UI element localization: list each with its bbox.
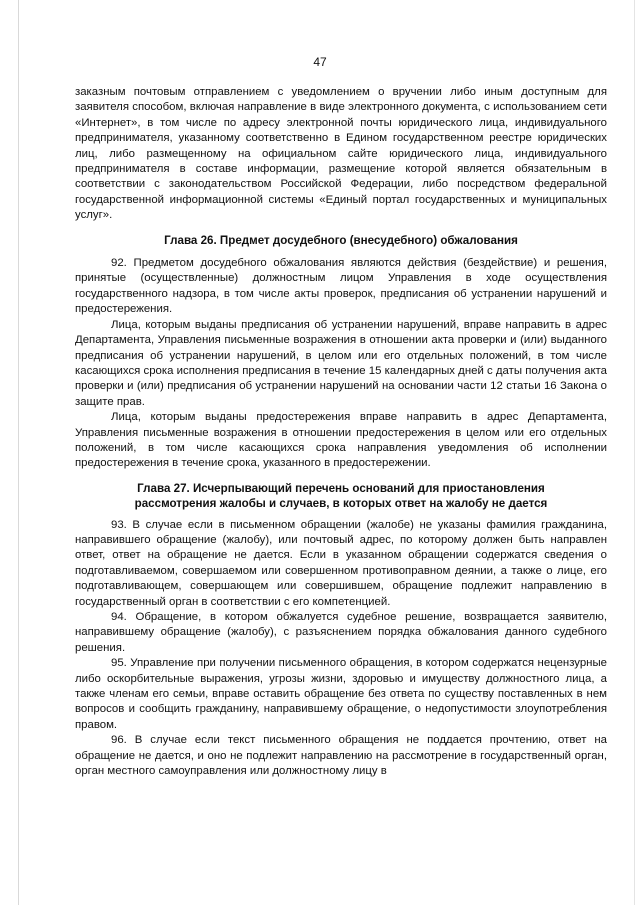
page-number: 47	[313, 55, 327, 69]
paragraph-objections-inspection: Лица, которым выданы предписания об устранении нарушений, вправе направить в адрес Департамента, Управления письменные возражения в отношении акта проверки и (или) выданного предписания об устранении нарушений, в целом или его отдельных положений, в том числе касающихся срока исполнения предписания в течение 15 календарных дней с даты получения акта проверки и (или) предписания об устранении нарушений на основании части 12 статьи 16 Закона о защите прав.	[75, 318, 607, 408]
paragraph-objections-warning: Лица, которым выданы предостережения вправе направить в адрес Департамента, Управления письменные возражения в отношении предостережения в целом или его отдельных положений, в том числе касающихся срока направления уведомления об исполнении предостережения в течение срока, указанного в предостережении.	[75, 411, 607, 470]
paragraph-94: 94. Обращение, в котором обжалуется судебное решение, возвращается заявителю, направившему обращение (жалобу), с разъяснением порядка обжалования данного судебного решения.	[75, 611, 607, 654]
paragraph-92: 92. Предметом досудебного обжалования являются действия (бездействие) и решения, принятые (осуществленные) должностным лицом Управления в ходе осуществления государственного надзора, в том числе акты проверок, предписания об устранении нарушений и предостережения.	[75, 257, 607, 316]
chapter-26-heading: Глава 26. Предмет досудебного (внесудебного) обжалования	[164, 233, 518, 247]
chapter-27-heading-line-2: рассмотрения жалобы и случаев, в которых ответ на жалобу не дается	[134, 497, 548, 511]
chapter-27-heading	[75, 481, 607, 512]
document-body	[75, 85, 607, 779]
paragraph-96: 96. В случае если текст письменного обращения не поддается прочтению, ответ на обращение не дается, и оно не подлежит направлению на рассмотрение в государственный орган, орган местного самоуправления или должностному лицу в	[75, 734, 607, 778]
scan-edge-left	[18, 0, 19, 905]
paragraph-93: 93. В случае если в письменном обращении (жалобе) не указаны фамилия гражданина, направившего обращение (жалобу), или почтовый адрес, по которому должен быть направлен ответ, ответ на обращение не дается. Если в указанном обращении содержатся сведения о подготавливаемом, совершаемом или совершенном противоправном деянии, а также о лице, его подготавливающем, совершающем или совершившем, обращение подлежит направлению в государственный орган в соответствии с его компетенцией.	[75, 518, 607, 608]
paragraph-95: 95. Управление при получении письменного обращения, в котором содержатся нецензурные либо оскорбительные выражения, угрозы жизни, здоровью и имуществу должностного лица, а также членам его семьи, вправе оставить обращение без ответа по существу поставленных в нем вопросов и сообщить гражданину, направившему обращение, о недопустимости злоупотребления правом.	[75, 657, 607, 731]
scan-edge-right	[634, 0, 635, 905]
chapter-27-heading-line-1: Глава 27. Исчерпывающий перечень оснований для приостановления	[137, 481, 545, 495]
intro-paragraph: заказным почтовым отправлением с уведомлением о вручении либо иным доступным для заявителя способом, включая направление в виде электронного документа, с использованием сети «Интернет», в том числе по адресу электронной почты юридического лица, индивидуального предпринимателя, указанному соответственно в Едином государственном реестре юридических лиц, либо размещенному на официальном сайте юридического лица, индивидуального предпринимателя в составе информации, размещение которой является обязательным в соответствии с законодательством Российской Федерации, либо посредством федеральной государственной информационной системы «Единый портал государственных и муниципальных услуг».	[75, 86, 607, 222]
